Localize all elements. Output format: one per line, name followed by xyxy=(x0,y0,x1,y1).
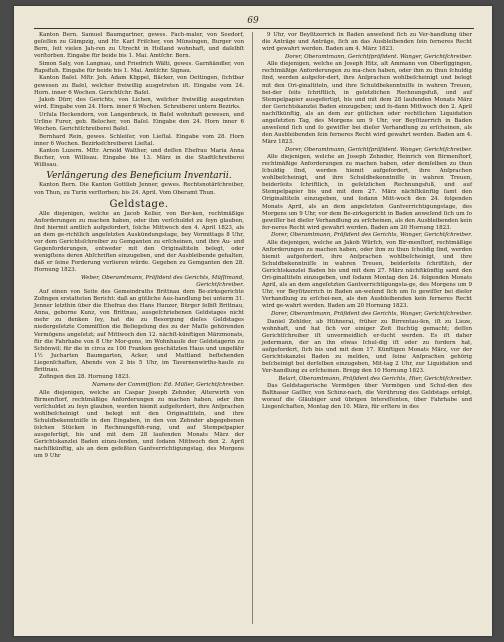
signature: Namens der Commiſſion: Ed. Müller, Gerichtſchreiber. xyxy=(91,382,244,389)
notice-paragraph: Kanton Bern. Die Kanton Gottlieb Jenner, gewes. Rechtsnotärſchreiber, von Thun, zu Turin verſtorben; bis 24. April. Vom Oberamt Thun. xyxy=(34,182,244,196)
notice-paragraph: Zofingen den 28. Hornung 1823. xyxy=(39,374,131,381)
header-rule xyxy=(34,28,474,29)
signature: Dorer, Oberamtmann, Präſident des Gerichts, Wanger, Gerichtſchreiber. xyxy=(270,310,472,317)
signature: Weber, Oberamtmann, Präſident des Gerichts, Müſſimand, Gerichtſchreiber. xyxy=(81,274,244,288)
notice-paragraph: Alle diejenigen, welche an Jakob Würſch, von Bir-menſtorf, rechtmäßige Anforderungen zu machen haben, oder ihm zu thun ſchuldig ſind, werden hiemit aufgefordert, ihre Anſprachen wohlbeſcheinigt, und ihre Schuldbekenntniſſe in wahren Treuen, beiderſeits ſchriftlich, der Gerichtskanzlei Baden bis und mit dem 27. März nächſtkünftig samt den Ori-ginaltiteln einzugeben, und ſodann Montag den 24. folgenden Monats April, als an dem angeſetzten Gantverrichtigungsta-ge, des Morgens um 9 Uhr, vor Beyſitzerrich in Baden an-weſend ſich um ſo gewiſſer bei dieſer Verhandlung zu erſchei-nen, als den Ausbleibenden kein ferneres Recht wird ge-wahrt werden. Baden am 20 Hornung 1823. xyxy=(262,239,472,310)
notice-paragraph: Jakob Dürr, des Gerichts, von Lichen, welcher freiwillig ausgetreten wird. Eingabe vom 24. Horn. inner 6 Wochen. Schreiberei untern Bezirks. xyxy=(34,97,244,111)
signature: Dorer, Oberamtmann, Präſident des Gerichts, Wanger, Gerichtſchreiber. xyxy=(270,232,472,239)
notice-paragraph: Kanton Luzern. Mſtr. Arnold Walther, und deſſen Ehefrau Maria Anna Bucher, von Willisau. Eingabe bis 13. März in die Stadtſchreiberei Willisau. xyxy=(34,148,244,169)
right-column xyxy=(262,32,472,412)
signature: Dorer, Oberamtmann, Gerichtſpräſident. Wanger, Gerichtſchreiber. xyxy=(285,146,472,153)
notice-paragraph: Kanton Bern. Samuel Baumgartner, gewes. Fach-maler, von Seedorf, geſeſſen zu Gümpzig, und Hr. Karl Friſcher, von Münsingen, Burger von Bern, ſeit vielen Jah-ren zu Utrecht in Holland wohnhaft, und daſelbſt verſtorben. Eingabe für beide bis 1. Mai. Amtſchr. Bern. xyxy=(34,32,244,60)
notice-paragraph: Kanton Baſel. Mſtr. Joh. Adam Klippel, Bäcker, von Oettingen, ſichtbar gewesen zu Baſel, welcher freiwillig ausgetreten iſt. Eingabe vom 24. Horn. inner 6 Wochen. Gerichtſchr. Baſel. xyxy=(34,75,244,96)
column-divider xyxy=(252,32,253,624)
section-heading: Geldstage. xyxy=(109,198,169,210)
notice-paragraph: Alle diejenigen, welche an Joseph Hitz, alt Ammann von Oberſiggingen, rechtmäßige Anforderungen zu ma-chen haben, oder ihm zu thun ſchuldig ſind, werden aufgefor-dert, ihre Anſprachen wohlbeſcheinigt und belegt mit den Ori-ginaltiteln, und ihre Schuldbekenntniſſe in wahren Treuen, bei-der ſeits ſchriftlich, in geſetzlichen Rechnungsfuß, und auf Stempelpapier ausgefertigt, bis und mit dem 28 laufenden Monats März der Gerichtskanzlei Baden einzugeben; und ſo-dann Mittwoch den 2. April nachſtkünftig, als an dem zur gütlichen oder rechtlichen Liquidation angeſetzten Tag, des Morgens um 9 Uhr, vor Beyſitzerrich in Baden anweſend ſich und ſo gewiſſer bei dieſer Verhandlung zu erſcheinen, als den Ausbleibenden ſein ferneres Recht wird gewahrt werden. Baden am 4. März 1823. xyxy=(262,61,472,145)
notice-paragraph: 9 Uhr, vor Beyſitzerrich in Baden anweſend ſich zu Ver-handlung über die Anträge und Anträge, ſich an das Ausbleibenden ſein ferneres Recht wird gewahrt werden. Baden am 4. März 1823. xyxy=(262,32,472,53)
section-heading: Verlängerung des Beneficium Inventarii. xyxy=(46,171,232,182)
notice-paragraph: Alle diejenigen, welche an Caspar Joseph Zehnder, Alterwirth von Birmenſtorf, rechtmäßige Anforderungen zu machen haben, oder ihm verſchuldet zu ſeyn glauben, werden hiemit aufgefordert, ihre Anſprachen wohlbeſcheinigt und belegt mit den Originaltiteln, und ihre Schuldbekenntniſſe in den Eingaben, in den von Zehnder abgegebenen ſolchen Stücken in Rechnungsfüh-rung, und auf Stempelpapier ausgefertigt, bis und mit dem 28 laufenden Monats März der Gerichtskanzlei Baden einzu-ſenden, und ſodann Mittwoch den 2. April nachſtkünftig, als an dem gefeßten Gantverrichtigungstag, des Morgens um 9 Uhr xyxy=(34,389,244,460)
signature: Dorer, Oberamtmann, Gerichtſpräſident. Wanger, Gerichtſchreiber. xyxy=(285,53,472,60)
notice-paragraph: Alle diejenigen, welche an Jacob Keller, von Ber-ken, rechtmäßige Anforderungen zu machen haben, oder ihm verſchuldet zu ſeyn glauben, ſind hiermit amtlich aufgefordert, ſolche Mittwoch den 4. April 1823, als an dem ge-richtlich angeſetzten Auskündungstage, bey Vormittags 8 Uhr, vor dem Gerichtsſchreiber zu Gemganten zu erſcheinen, und ihre Au- und Gegenforderungen, entweder mit den Originaltiteln belegt, oder wenigſtens deren Abſchriften einzugeben, und der Ausbleibende gehalten, daß er ſeine Forderung verlieren würde. Gegeben zu Gemganten den 28. Hornung 1823. xyxy=(34,210,244,273)
notice-paragraph: Auf einen von Seite des Gemeindraths Brittnau dem Be-zirksgerichte Zofingen erstatteten Bericht: daß an gütliche Aus-handlung bei unterm 31. Jenner letzthin über die Ehefrau des Hans Hunzer, Bürger ſelbſt Brittnau, Anna, geborne Kunz, von Brittnau, ausgeſchriebenen Geldstages nicht mehr zu denken ſey, hat die zu Besorgung dieſes Geldstages niedergeſetzte Commiſſion die Beſiegelung des zu der Maſſe gehörenden Vermögens angeſetzt; auf Mittwoch den 12. nächſt-künftigen Märzmonats, für die Fahrhabe von 8 Uhr Mor-gens, im Wohnhauſe der Geldstagerin zu Schönwil; für die in circa zu 100 Franken geschätzten Haus und ungefähr 1½ Jucharten Baumgarten, Acker, und Mattland beſtehenden Liegenſchaften, Abends von 2 bis 5 Uhr, im Tavernenwirths-hauſe zu Brittnau. xyxy=(34,289,244,373)
signature: Belart, Oberamtmann, Präſident des Gerichts, Hier, Gerichtſchreiber. xyxy=(278,375,472,382)
notice-paragraph: Bernhard Rein, gewes. Schleiſer, von Lieſtal. Eingabe vom 28. Horn inner 6 Wochen. Bezirksſchreiberei Lieſtal. xyxy=(34,133,244,147)
notice-paragraph: Simon Saly, von Langnau, und Friedrich Wälti, gewes. Garnhändler, von Rapsfluh. Eingabe für beide bis 1. Mai. Amtſchr. Signau. xyxy=(34,60,244,74)
notice-paragraph: Daniel Zehlder, ab Hühnerai, früher zu Birrentau-ſen, iſt zu Lieze, wohnhaft, und hat ſich vor einiger Zeit fluchtig gemacht; deſſen Gerichtſchreiber iſt unvermeidlich er-ſucht werden. Es iſt daher jedermann, der an ihn etwas ſchul-dig iſt oder zu fordern hat, aufgefordert, ſich bis und mit dem 17. Künftigen Monats März, vor der Gerichtskanzlei Baden zu melden, und ſeine Anſprachen gehörig beſcheinigt bei derſelben einzugeben, Mit-tag 2 Uhr, zur Liquidation und Ver-handlung zu erſcheinen. Bregg den 10 Hornung 1823. xyxy=(262,318,472,374)
notice-paragraph: Alle diejenigen, welche an Joseph Zehnder, Heinrich von Birmenſtorf, rechtmäßige Anforderungen zu machen haben, oder demſelben zu thun ſchuldig ſind, werden hiemit aufgefordert, ihre Anſprachen wohlbeſcheinigt, und ihre Schuldbekenntniſſe in wahren Treuen, beiderſeits ſchriftlich, in geſetzlichen Rechnungsfuß, und auf Stempelpapier bis und mit dem 27. März nächſtkünftig ſamt den Originaltiteln einzugeben, und ſodann Mitt-woch den 24. folgenden Monats April, als an dem angeſetzten Gantverrichtigungstage, des Morgens um 9 Uhr, vor dem Be-zirksgericht in Baden anweſend ſich um ſo gewiſſer bei dieſer Verhandlung zu erſcheinen, als den Ausbleibenden kein fer-neres Recht wird gewahrt werden. Baden am 20 Hornung 1823. xyxy=(262,154,472,231)
notice-paragraph: Das Geldstagerische Vermögen über Vermögen und Schul-den des Balthasar Gaſſler, von Schinz-nach, die Verührung des Geldstags erfolgt, worauf die Gläubiger und übrigen Intereſſenten, über Fahrhabe und Liegenſchaften, Montag den 10. März, für erſtere in des xyxy=(262,383,472,411)
notice-paragraph: Urſula Heckendorn, von Langenbruck, in Baſel wohnhaft gewesen, und Urſine Furer, geb. Belocher, von Baſel. Eingabe den 24. Horn inner 6 Wochen. Gerichtſchreiberei Baſel. xyxy=(34,111,244,132)
left-column xyxy=(34,32,244,461)
document-page xyxy=(14,6,492,636)
page-number: 69 xyxy=(247,16,259,26)
